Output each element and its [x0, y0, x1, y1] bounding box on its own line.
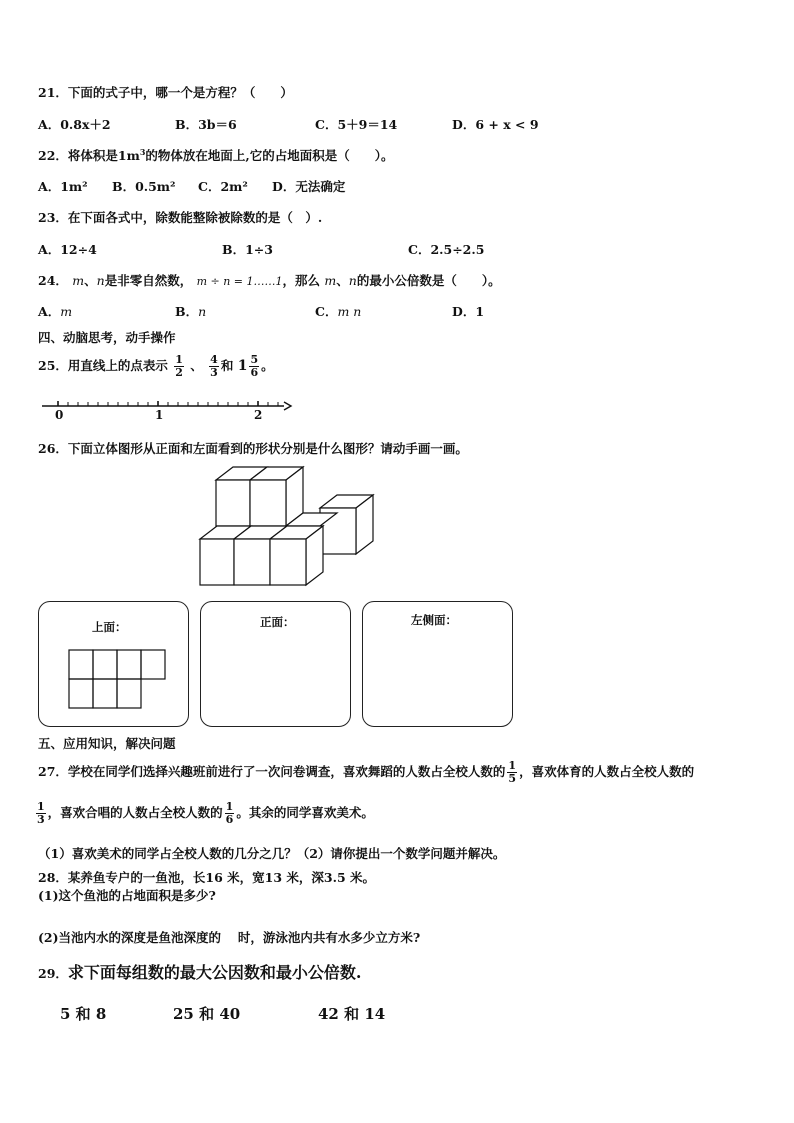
q29-number: 29．: [38, 966, 68, 981]
top-view-grid: [69, 650, 169, 710]
q27-f1-num: 1: [508, 759, 517, 772]
q22-stem-b: 的物体放在地面上,它的占地面积是（ ）。: [145, 148, 394, 163]
left-view-label: 左侧面：: [411, 613, 457, 627]
q25-fraction-3: [249, 354, 259, 379]
q24-sep2: 、: [336, 273, 349, 288]
q25-f3-den: 6: [250, 366, 259, 379]
q25-end: 。: [261, 358, 274, 373]
q25-f1-den: 2: [175, 366, 183, 379]
q23-option-b: B．1÷3: [222, 242, 273, 257]
number-line-label-2: 2: [254, 408, 263, 422]
q22-stem: [38, 146, 394, 164]
q25-f2-den: 3: [210, 366, 218, 379]
q29-stem: [38, 960, 361, 983]
q24-option-c-prefix: C．: [315, 304, 338, 319]
q22-stem-a: 22．将体积是1m: [38, 148, 140, 163]
q27-stem-b: ，喜欢体育的人数占全校人数的: [519, 764, 695, 779]
q24-var-n2: n: [348, 273, 357, 288]
number-line-label-1: 1: [155, 408, 164, 422]
q24-var-n: n: [96, 273, 105, 288]
q27-f1-den: 5: [508, 772, 517, 785]
q25-mixed-whole: 1: [237, 358, 248, 374]
number-line-arrow-icon: [284, 402, 291, 410]
q21-option-d: D．6 + x < 9: [452, 117, 539, 132]
q28-sub-2: (2)当池内水的深度是鱼池深度的 时，游泳池内共有水多少立方米?: [38, 930, 421, 945]
q21-stem: 21．下面的式子中，哪一个是方程？（ ）: [38, 85, 293, 100]
q23-stem: 23．在下面各式中，除数能整除被除数的是（ ）.: [38, 210, 323, 225]
q27-f3-den: 6: [225, 813, 234, 826]
q27-sub: （1）喜欢美术的同学占全校人数的几分之几？（2）请你提出一个数学问题并解决。: [38, 846, 506, 861]
q23-option-a: A．12÷4: [38, 242, 97, 257]
q27-stem-d: 。其余的同学喜欢美术。: [236, 805, 374, 820]
q22-stem-sup: 3: [139, 146, 146, 157]
q25-stem: [38, 352, 274, 380]
q24-option-a: [38, 302, 72, 320]
q27-stem-a: 27．学校在同学们选择兴趣班前进行了一次问卷调查，喜欢舞蹈的人数占全校人数的: [38, 764, 506, 779]
cube-figure: [198, 460, 398, 590]
q24-expr: m ÷ n = 1……1: [196, 275, 283, 288]
q24-option-c: [315, 302, 361, 320]
q27-fraction-1: [507, 760, 517, 785]
q24-option-d: D．1: [452, 304, 485, 319]
q29-group-2: 25 和 40: [173, 1005, 241, 1023]
q24-stem-c: ，那么: [282, 273, 321, 288]
q21-option-b: B．3b＝6: [175, 117, 237, 132]
q25-f2-num: 4: [210, 353, 218, 366]
q27-line-2: [34, 799, 374, 827]
section-4-heading: 四、动脑思考，动手操作: [38, 330, 176, 345]
q24-var-m2: m: [324, 273, 337, 288]
q27-f2-num: 1: [37, 800, 45, 813]
number-line-label-0: 0: [55, 408, 64, 422]
q24-option-c-var: m n: [337, 304, 362, 319]
q22-option-d: D．无法确定: [272, 179, 346, 194]
q21-option-a: A．0.8x＋2: [38, 117, 111, 132]
q21-option-c: C．5＋9＝14: [315, 117, 398, 132]
q25-and: 和: [220, 358, 234, 373]
q24-stem-d: 的最小公倍数是（ ）。: [356, 273, 501, 288]
number-line-ticks: [58, 401, 278, 406]
q25-fraction-1: [174, 354, 184, 379]
q27-fraction-2: [36, 801, 46, 826]
q26-stem: 26．下面立体图形从正面和左面看到的形状分别是什么图形？请动手画一画。: [38, 441, 468, 456]
cube-bottom-front-3: [270, 539, 306, 585]
q25-stem-a: 25．用直线上的点表示: [38, 358, 168, 373]
q27-f3-num: 1: [225, 800, 234, 813]
q24-stem-a: 24．: [38, 273, 68, 288]
q24-option-a-var: m: [60, 304, 73, 319]
q24-sep: 、: [84, 273, 97, 288]
q25-f1-num: 1: [175, 353, 183, 366]
section-5-heading: 五、应用知识，解决问题: [38, 736, 176, 751]
q28-stem: 28．某养鱼专户的一鱼池，长16 米，宽13 米，深3.5 米。: [38, 870, 375, 885]
q25-fraction-2: [209, 354, 219, 379]
q22-option-b: B．0.5m²: [112, 179, 176, 194]
q23-option-c: C．2.5÷2.5: [408, 242, 485, 257]
q29-group-3: 42 和 14: [318, 1005, 386, 1023]
q24-stem-b: 是非零自然数，: [104, 273, 193, 288]
cube-bottom-front-1: [200, 539, 234, 585]
q24-option-b: [175, 302, 206, 320]
cube-upper-front-2: [250, 480, 286, 526]
q25-f3-num: 5: [250, 353, 259, 366]
q24-option-b-prefix: B．: [175, 304, 199, 319]
q24-option-b-var: n: [198, 304, 207, 319]
top-view-label: 上面：: [92, 620, 127, 634]
q27-stem-c: ，喜欢合唱的人数占全校人数的: [47, 805, 223, 820]
q24-stem: [38, 271, 501, 289]
q29-group-1: 5 和 8: [60, 1005, 107, 1023]
q27-f2-den: 3: [37, 813, 45, 826]
front-view-label: 正面：: [260, 615, 295, 629]
q29-title: 求下面每组数的最大公因数和最小公倍数.: [67, 963, 362, 982]
q22-option-a: A．1m²: [38, 179, 88, 194]
q27-line-1: [38, 758, 694, 786]
cube-upper-front-1: [216, 480, 250, 526]
q24-option-a-prefix: A．: [38, 304, 61, 319]
q28-sub-1: (1)这个鱼池的占地面积是多少?: [38, 888, 216, 903]
cube-bottom-front-2: [234, 539, 270, 585]
q27-fraction-3: [225, 801, 235, 826]
q22-option-c: C．2m²: [198, 179, 248, 194]
q25-sep: 、: [190, 358, 203, 373]
q24-var-m: m: [72, 273, 85, 288]
